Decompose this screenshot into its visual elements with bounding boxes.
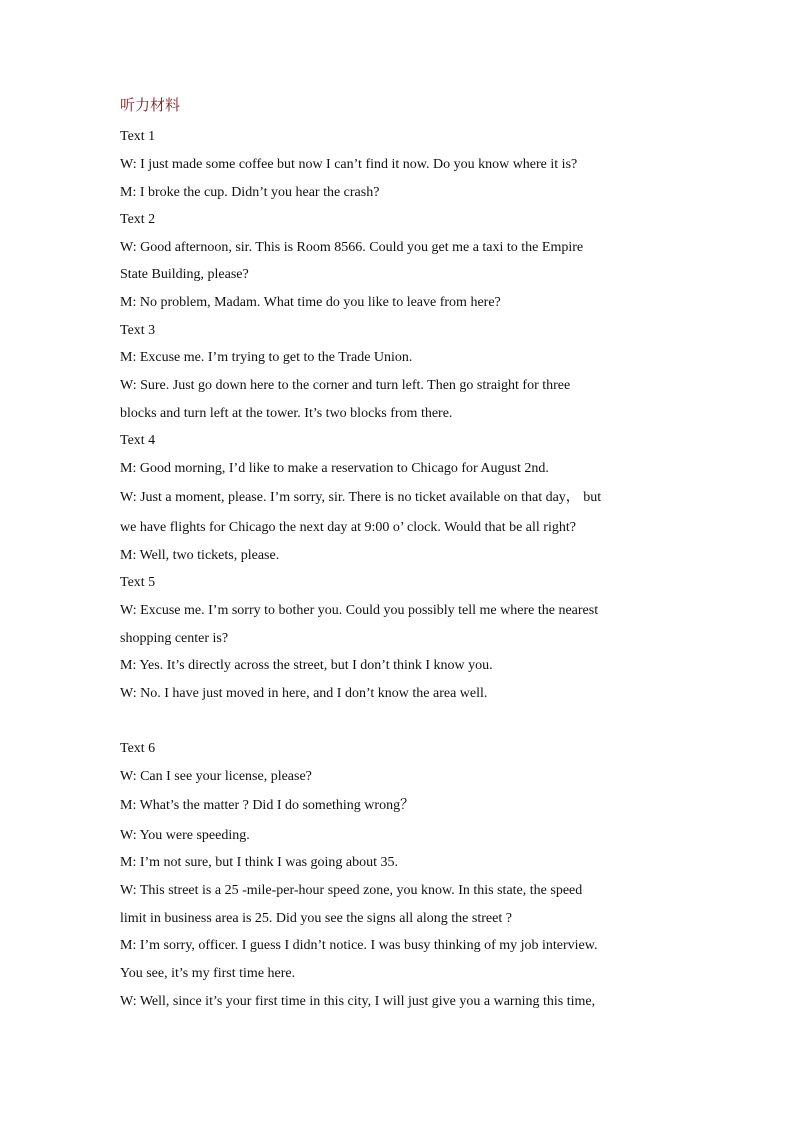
dialogue-line: W: No. I have just moved in here, and I don’t know the area well. [120, 686, 488, 701]
dialogue-line: M: What’s the matter ? Did I do something wrong？ [120, 798, 415, 813]
text-label: Text 1 [120, 129, 156, 144]
dialogue-line: W: Excuse me. I’m sorry to bother you. Could you possibly tell me where the nearest [120, 603, 599, 618]
dialogue-line: W: Can I see your license, please? [120, 769, 312, 784]
dialogue-line: M: I’m not sure, but I think I was going about 35. [120, 855, 399, 870]
dialogue-line: W: Good afternoon, sir. This is Room 8566. Could you get me a taxi to the Empire [120, 240, 584, 255]
dialogue-line: State Building, please? [120, 267, 249, 282]
dialogue-line: M: I’m sorry, officer. I guess I didn’t notice. I was busy thinking of my job interview. [120, 938, 598, 953]
dialogue-line: M: Well, two tickets, please. [120, 548, 280, 563]
dialogue-line: W: Just a moment, please. I’m sorry, sir. There is no ticket available on that day， but [120, 490, 602, 505]
dialogue-line: M: I broke the cup. Didn’t you hear the crash? [120, 185, 380, 200]
dialogue-line: M: Yes. It’s directly across the street, but I don’t think I know you. [120, 658, 493, 673]
text-label: Text 2 [120, 212, 156, 227]
text-label: Text 5 [120, 575, 156, 590]
dialogue-line: M: Good morning, I’d like to make a reservation to Chicago for August 2nd. [120, 461, 549, 476]
dialogue-line: shopping center is? [120, 631, 229, 646]
dialogue-line: W: Sure. Just go down here to the corner and turn left. Then go straight for three [120, 378, 571, 393]
dialogue-line: W: Well, since it’s your first time in this city, I will just give you a warning this time, [120, 994, 596, 1009]
dialogue-line: You see, it’s my first time here. [120, 966, 296, 981]
dialogue-line: M: No problem, Madam. What time do you like to leave from here? [120, 295, 501, 310]
dialogue-line: we have flights for Chicago the next day at 9:00 o’ clock. Would that be all right? [120, 520, 576, 535]
text-label: Text 6 [120, 741, 156, 756]
dialogue-line: W: I just made some coffee but now I can’t find it now. Do you know where it is? [120, 157, 578, 172]
text-label: Text 3 [120, 323, 156, 338]
dialogue-line: W: You were speeding. [120, 828, 250, 843]
section-heading: 听力材料 [120, 96, 181, 114]
dialogue-line: blocks and turn left at the tower. It’s two blocks from there. [120, 406, 453, 421]
dialogue-line: W: This street is a 25 -mile-per-hour speed zone, you know. In this state, the speed [120, 883, 583, 898]
text-label: Text 4 [120, 433, 156, 448]
dialogue-line: limit in business area is 25. Did you see the signs all along the street ? [120, 911, 512, 926]
dialogue-line: M: Excuse me. I’m trying to get to the Trade Union. [120, 350, 413, 365]
